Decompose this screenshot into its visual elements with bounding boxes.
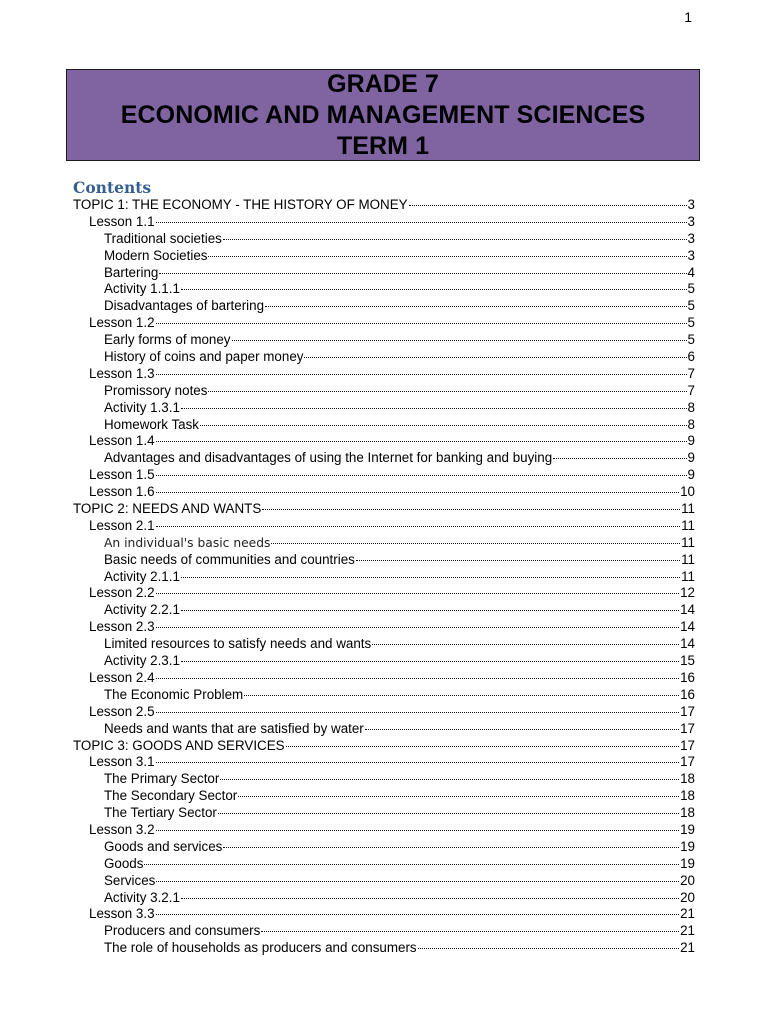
title-grade: GRADE 7 bbox=[327, 69, 439, 98]
toc-entry-label: Traditional societies bbox=[104, 230, 222, 246]
toc-entry-label: Lesson 1.2 bbox=[89, 315, 155, 331]
toc-entry[interactable] bbox=[73, 467, 695, 484]
toc-dot-leader bbox=[409, 205, 687, 206]
toc-entry-page: 3 bbox=[687, 213, 695, 229]
toc-dot-leader bbox=[200, 425, 687, 426]
toc-entry-page: 11 bbox=[681, 517, 695, 533]
toc-dot-leader bbox=[181, 610, 679, 611]
toc-dot-leader bbox=[181, 898, 679, 899]
toc-entry-page: 7 bbox=[687, 382, 695, 398]
toc-entry[interactable] bbox=[73, 332, 695, 349]
toc-entry-page: 10 bbox=[680, 484, 695, 500]
toc-entry-page: 11 bbox=[681, 568, 695, 584]
toc-entry-label: Goods and services bbox=[104, 838, 223, 854]
toc-entry-label: TOPIC 2: NEEDS AND WANTS bbox=[73, 501, 262, 517]
toc-entry[interactable] bbox=[73, 281, 695, 298]
toc-entry-page: 5 bbox=[687, 281, 695, 297]
toc-entry-label: Lesson 3.3 bbox=[89, 906, 155, 922]
toc-entry-page: 19 bbox=[680, 855, 695, 871]
toc-entry[interactable] bbox=[73, 636, 695, 653]
page-number: 1 bbox=[684, 9, 692, 25]
title-banner bbox=[66, 69, 700, 161]
toc-entry-page: 8 bbox=[687, 399, 695, 415]
toc-entry[interactable] bbox=[73, 518, 695, 535]
toc-entry-page: 18 bbox=[680, 805, 695, 821]
toc-entry-page: 4 bbox=[687, 264, 695, 280]
title-term: TERM 1 bbox=[336, 131, 430, 160]
toc-entry-page: 21 bbox=[680, 923, 695, 939]
toc-entry[interactable] bbox=[73, 940, 695, 957]
toc-entry[interactable] bbox=[73, 788, 695, 805]
toc-entry[interactable] bbox=[73, 856, 695, 873]
toc-entry[interactable] bbox=[73, 535, 695, 552]
toc-dot-leader bbox=[372, 644, 679, 645]
toc-entry[interactable] bbox=[73, 450, 695, 467]
toc-dot-leader bbox=[365, 729, 679, 730]
toc-entry-page: 5 bbox=[687, 298, 695, 314]
toc-entry-label: TOPIC 3: GOODS AND SERVICES bbox=[73, 737, 285, 753]
toc-entry-label: Lesson 1.3 bbox=[89, 365, 155, 381]
toc-entry-label: Advantages and disadvantages of using the Internet for banking and buying bbox=[104, 450, 553, 466]
toc-entry[interactable] bbox=[73, 670, 695, 687]
toc-entry[interactable] bbox=[73, 839, 695, 856]
toc-entry[interactable] bbox=[73, 366, 695, 383]
toc-entry-page: 17 bbox=[680, 737, 695, 753]
toc-entry-label: Lesson 1.5 bbox=[89, 467, 155, 483]
toc-entry-page: 12 bbox=[680, 585, 695, 601]
toc-dot-leader bbox=[232, 340, 687, 341]
toc-entry-page: 16 bbox=[680, 669, 695, 685]
toc-entry[interactable] bbox=[73, 890, 695, 907]
toc-dot-leader bbox=[220, 779, 679, 780]
toc-entry[interactable] bbox=[73, 484, 695, 501]
toc-entry[interactable] bbox=[73, 687, 695, 704]
toc-entry-label: Lesson 2.3 bbox=[89, 619, 155, 635]
toc-entry[interactable] bbox=[73, 265, 695, 282]
toc-entry-label: Lesson 3.2 bbox=[89, 821, 155, 837]
toc-entry[interactable] bbox=[73, 738, 695, 755]
toc-entry[interactable] bbox=[73, 602, 695, 619]
toc-entry-page: 8 bbox=[687, 416, 695, 432]
toc-dot-leader bbox=[156, 712, 680, 713]
toc-entry-page: 11 bbox=[681, 551, 695, 567]
toc-entry[interactable] bbox=[73, 417, 695, 434]
toc-dot-leader bbox=[418, 948, 679, 949]
toc-entry-page: 15 bbox=[680, 653, 695, 669]
toc-entry-label: Limited resources to satisfy needs and wants bbox=[104, 636, 372, 652]
toc-entry[interactable] bbox=[73, 197, 695, 214]
toc-dot-leader bbox=[181, 661, 679, 662]
toc-dot-leader bbox=[304, 357, 686, 358]
toc-dot-leader bbox=[156, 830, 680, 831]
toc-entry[interactable] bbox=[73, 619, 695, 636]
toc-entry-label: Lesson 2.5 bbox=[89, 703, 155, 719]
toc-entry-page: 9 bbox=[687, 433, 695, 449]
toc-dot-leader bbox=[156, 914, 680, 915]
toc-entry-page: 3 bbox=[687, 197, 695, 212]
toc-entry-label: Lesson 1.4 bbox=[89, 433, 155, 449]
toc-entry-page: 18 bbox=[680, 788, 695, 804]
title-subject: ECONOMIC AND MANAGEMENT SCIENCES bbox=[120, 100, 646, 129]
toc-dot-leader bbox=[156, 881, 679, 882]
toc-dot-leader bbox=[156, 441, 687, 442]
toc-entry-page: 17 bbox=[680, 703, 695, 719]
toc-entry-label: Needs and wants that are satisfied by water bbox=[104, 720, 364, 736]
toc-dot-leader bbox=[156, 627, 680, 628]
toc-entry[interactable] bbox=[73, 873, 695, 890]
toc-dot-leader bbox=[156, 323, 687, 324]
toc-entry-label: An individual's basic needs bbox=[104, 535, 271, 550]
toc-dot-leader bbox=[223, 847, 679, 848]
toc-entry-label: Homework Task bbox=[104, 416, 200, 432]
toc-dot-leader bbox=[265, 306, 687, 307]
toc-entry-label: History of coins and paper money bbox=[104, 349, 304, 365]
toc-entry-page: 6 bbox=[687, 349, 695, 365]
toc-entry[interactable] bbox=[73, 704, 695, 721]
toc-entry-label: Modern Societies bbox=[104, 247, 208, 263]
toc-entry-page: 21 bbox=[680, 940, 695, 956]
toc-dot-leader bbox=[156, 475, 687, 476]
toc-entry-label: Goods bbox=[104, 855, 144, 871]
toc-dot-leader bbox=[244, 695, 679, 696]
toc-entry-page: 11 bbox=[681, 534, 695, 550]
toc-entry-page: 19 bbox=[680, 821, 695, 837]
toc-dot-leader bbox=[156, 492, 680, 493]
toc-dot-leader bbox=[181, 408, 687, 409]
toc-entry-label: Activity 3.2.1 bbox=[104, 889, 180, 905]
toc-entry[interactable] bbox=[73, 400, 695, 417]
toc-entry-label: Activity 2.3.1 bbox=[104, 653, 180, 669]
toc-entry-page: 9 bbox=[687, 450, 695, 466]
toc-entry[interactable] bbox=[73, 383, 695, 400]
toc-entry[interactable] bbox=[73, 906, 695, 923]
toc-entry[interactable] bbox=[73, 653, 695, 670]
toc-entry-page: 14 bbox=[680, 619, 695, 635]
toc-dot-leader bbox=[553, 458, 686, 459]
toc-entry-label: Basic needs of communities and countries bbox=[104, 551, 355, 567]
toc-entry[interactable] bbox=[73, 433, 695, 450]
toc-entry-page: 16 bbox=[680, 686, 695, 702]
toc-dot-leader bbox=[223, 239, 687, 240]
toc-entry-label: Lesson 2.1 bbox=[89, 517, 155, 533]
toc-entry-page: 3 bbox=[687, 247, 695, 263]
toc-dot-leader bbox=[181, 289, 687, 290]
toc-dot-leader bbox=[271, 543, 680, 544]
toc-entry[interactable] bbox=[73, 214, 695, 231]
toc-dot-leader bbox=[156, 593, 680, 594]
toc-entry-page: 20 bbox=[680, 872, 695, 888]
toc-entry[interactable] bbox=[73, 721, 695, 738]
toc-entry-page: 14 bbox=[680, 602, 695, 618]
toc-entry[interactable] bbox=[73, 315, 695, 332]
toc-entry-label: Early forms of money bbox=[104, 332, 231, 348]
toc-entry-page: 17 bbox=[680, 754, 695, 770]
toc-dot-leader bbox=[286, 746, 680, 747]
contents-heading: Contents bbox=[73, 178, 152, 197]
toc-entry[interactable] bbox=[73, 501, 695, 518]
toc-entry[interactable] bbox=[73, 822, 695, 839]
toc-entry[interactable] bbox=[73, 552, 695, 569]
toc-entry-label: TOPIC 1: THE ECONOMY - THE HISTORY OF MONEY bbox=[73, 197, 408, 212]
toc-entry[interactable] bbox=[73, 771, 695, 788]
toc-entry-page: 18 bbox=[680, 771, 695, 787]
table-of-contents bbox=[73, 197, 695, 957]
toc-entry[interactable] bbox=[73, 248, 695, 265]
toc-dot-leader bbox=[156, 762, 680, 763]
toc-entry-label: The Primary Sector bbox=[104, 771, 220, 787]
toc-dot-leader bbox=[156, 526, 681, 527]
toc-dot-leader bbox=[144, 864, 679, 865]
toc-entry-page: 19 bbox=[680, 838, 695, 854]
toc-entry[interactable] bbox=[73, 585, 695, 602]
toc-entry[interactable] bbox=[73, 569, 695, 586]
toc-dot-leader bbox=[208, 256, 686, 257]
toc-entry[interactable] bbox=[73, 231, 695, 248]
toc-entry-label: Lesson 2.2 bbox=[89, 585, 155, 601]
toc-entry-label: Disadvantages of bartering bbox=[104, 298, 265, 314]
toc-entry-page: 3 bbox=[687, 230, 695, 246]
toc-dot-leader bbox=[156, 222, 687, 223]
toc-entry-label: Lesson 1.1 bbox=[89, 213, 155, 229]
toc-dot-leader bbox=[208, 391, 686, 392]
toc-entry-page: 11 bbox=[681, 501, 695, 517]
toc-entry[interactable] bbox=[73, 805, 695, 822]
toc-entry-label: Activity 2.2.1 bbox=[104, 602, 180, 618]
toc-dot-leader bbox=[159, 273, 686, 274]
toc-entry-page: 5 bbox=[687, 315, 695, 331]
toc-dot-leader bbox=[156, 374, 687, 375]
toc-entry-label: Activity 1.1.1 bbox=[104, 281, 180, 297]
toc-entry-label: The Economic Problem bbox=[104, 686, 244, 702]
toc-entry-page: 9 bbox=[687, 467, 695, 483]
toc-entry[interactable] bbox=[73, 923, 695, 940]
toc-entry-label: The Tertiary Sector bbox=[104, 805, 217, 821]
toc-entry-label: The Secondary Sector bbox=[104, 788, 238, 804]
toc-entry-page: 14 bbox=[680, 636, 695, 652]
toc-entry-label: Lesson 2.4 bbox=[89, 669, 155, 685]
toc-dot-leader bbox=[218, 813, 679, 814]
toc-dot-leader bbox=[181, 577, 680, 578]
toc-dot-leader bbox=[262, 509, 680, 510]
toc-dot-leader bbox=[356, 560, 680, 561]
toc-entry-page: 20 bbox=[680, 889, 695, 905]
toc-entry-label: Activity 2.1.1 bbox=[104, 568, 180, 584]
toc-entry-page: 7 bbox=[687, 365, 695, 381]
toc-entry-label: Producers and consumers bbox=[104, 923, 261, 939]
toc-entry[interactable] bbox=[73, 754, 695, 771]
toc-entry-label: Bartering bbox=[104, 264, 159, 280]
toc-dot-leader bbox=[156, 678, 680, 679]
toc-entry-label: The role of households as producers and consumers bbox=[104, 940, 417, 956]
toc-entry-label: Promissory notes bbox=[104, 382, 208, 398]
toc-entry-page: 5 bbox=[687, 332, 695, 348]
toc-entry[interactable] bbox=[73, 349, 695, 366]
toc-entry-page: 21 bbox=[680, 906, 695, 922]
toc-entry[interactable] bbox=[73, 298, 695, 315]
toc-entry-label: Activity 1.3.1 bbox=[104, 399, 180, 415]
toc-entry-label: Services bbox=[104, 872, 156, 888]
toc-entry-page: 17 bbox=[680, 720, 695, 736]
toc-entry-label: Lesson 1.6 bbox=[89, 484, 155, 500]
toc-entry-label: Lesson 3.1 bbox=[89, 754, 155, 770]
toc-dot-leader bbox=[261, 931, 679, 932]
toc-dot-leader bbox=[238, 796, 679, 797]
